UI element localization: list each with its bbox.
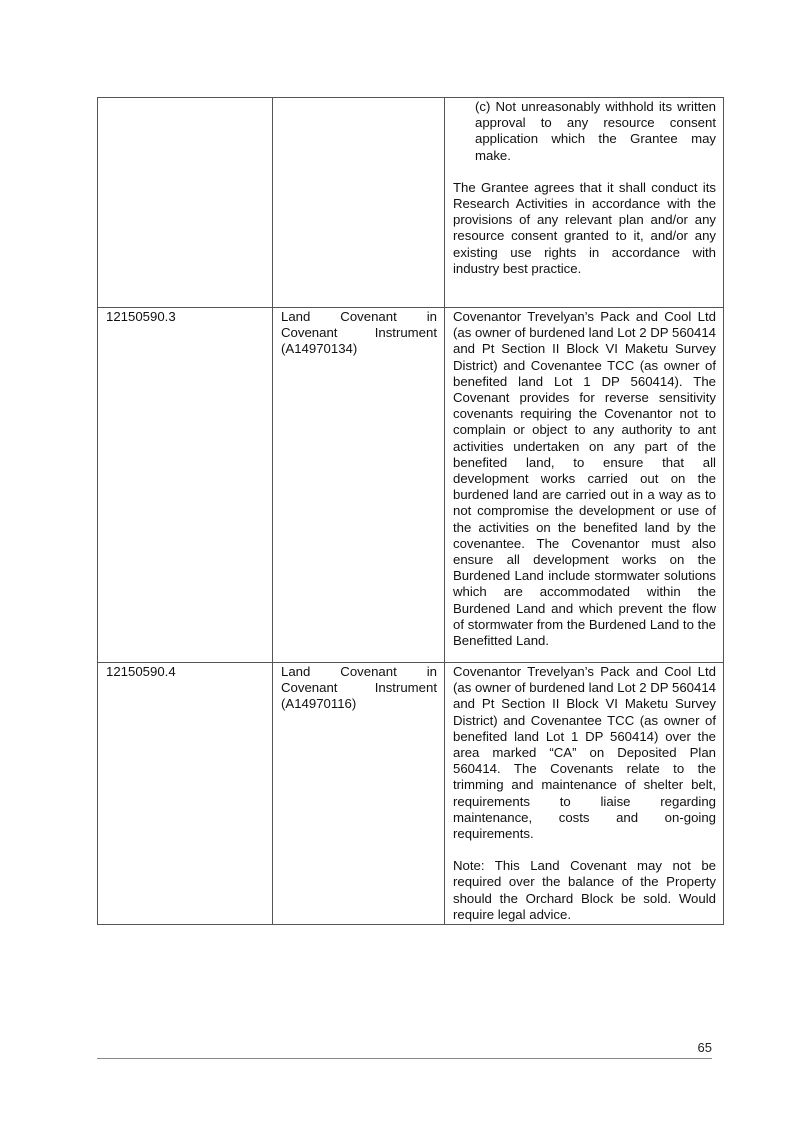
table-row	[98, 663, 724, 925]
description-paragraph: Covenantor Trevelyan’s Pack and Cool Ltd (as owner of burdened land Lot 2 DP 560414 and Pt Section II Block VI Maketu Survey District) and Covenantee TCC (as owner of benefited land Lot 1 DP 560414) over the area marked “CA” on Deposited Plan 560414. The Covenants relate to the trimming and maintenance of shelter belt, requirements to liaise regarding maintenance, costs and on-going requirements.	[453, 664, 716, 842]
description-cell	[445, 308, 724, 663]
description-paragraph: The Grantee agrees that it shall conduct its Research Activities in accordance with the provisions of any relevant plan and/or any resource consent granted to it, and/or any existing use rights in accordance with industry best practice.	[453, 179, 716, 276]
table-row	[98, 308, 724, 663]
reference-text: 12150590.4	[106, 664, 176, 679]
description-clause-c: (c) Not unreasonably withhold its written approval to any resource consent application which the Grantee may make.	[475, 99, 716, 163]
instrument-text: Land Covenant in Covenant Instrument (A14970116)	[281, 664, 437, 712]
reference-text: 12150590.3	[106, 309, 176, 324]
covenant-table	[97, 97, 724, 925]
description-paragraph: Covenantor Trevelyan’s Pack and Cool Ltd (as owner of burdened land Lot 2 DP 560414 and Pt Section II Block VI Maketu Survey District) and Covenantee TCC (as owner of benefited land Lot 1 DP 560414). The Covenant provides for reverse sensitivity covenants requiring the Covenantor not to complain or object to any authority to ant activities undertaken on any part of the benefited land, to ensure that all development works carried out on the burdened land are carried out in a way as to not compromise the development or use of the activities on the benefited land by the covenantee. The Covenantor must also ensure all development works on the Burdened Land include stormwater solutions which are accommodated within the Burdened Land and which prevent the flow of stormwater from the Burdened Land to the Benefitted Land.	[453, 309, 716, 649]
note-paragraph: Note: This Land Covenant may not be required over the balance of the Property should the Orchard Block be sold. Would require legal advice.	[453, 858, 716, 922]
instrument-text: Land Covenant in Covenant Instrument (A14970134)	[281, 309, 437, 357]
reference-cell	[98, 98, 273, 308]
description-cell	[445, 663, 724, 925]
instrument-cell	[273, 98, 445, 308]
reference-cell	[98, 663, 273, 925]
instrument-cell	[273, 663, 445, 925]
reference-cell	[98, 308, 273, 663]
description-cell	[445, 98, 724, 308]
instrument-cell	[273, 308, 445, 663]
page-number: 65	[697, 1040, 712, 1055]
table-row	[98, 98, 724, 308]
footer-divider	[97, 1058, 712, 1059]
